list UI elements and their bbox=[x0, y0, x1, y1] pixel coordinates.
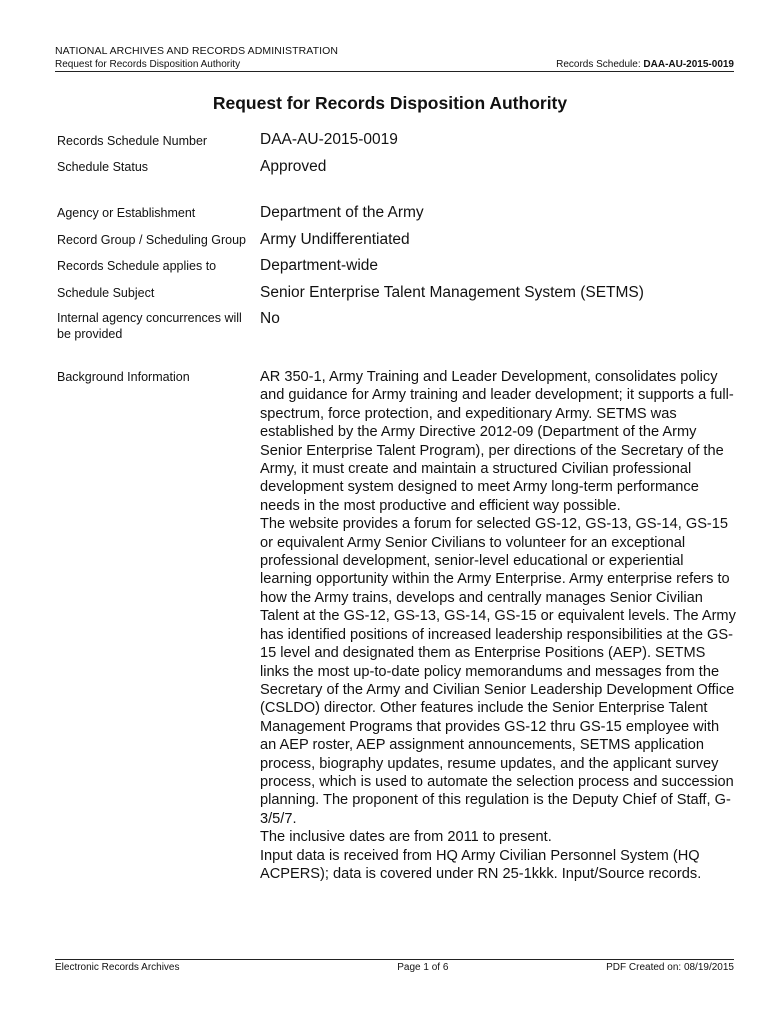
field-value-schedule-number: DAA-AU-2015-0019 bbox=[260, 131, 398, 148]
background-paragraph: AR 350-1, Army Training and Leader Development, consolidates policy and guidance for Army training and leader development; it supports a full-spectrum, force protection, and expeditionary Army. SETMS was established by the Army Directive 2012-09 (Department of the Army Senior Enterprise Talent Program), per directions of the Secretary of the Army, it must create and maintain a structured Civilian professional development system designed to meet Army long-term performance needs in the most productive and efficient way possible. bbox=[260, 369, 734, 514]
header-bar bbox=[55, 59, 734, 72]
header-schedule bbox=[556, 59, 734, 70]
background-label: Background Information bbox=[57, 370, 190, 384]
field-value-agency: Department of the Army bbox=[260, 204, 424, 221]
field-value-schedule-status: Approved bbox=[260, 158, 327, 175]
field-label-subject: Schedule Subject bbox=[57, 286, 155, 300]
field-label-concurrences: Internal agency concurrences will be provided bbox=[57, 311, 242, 341]
field-value-applies-to: Department-wide bbox=[260, 257, 379, 274]
field-value-concurrences: No bbox=[260, 310, 280, 327]
field-value-subject: Senior Enterprise Talent Management System (SETMS) bbox=[260, 284, 644, 301]
field-value-record-group: Army Undifferentiated bbox=[260, 231, 410, 248]
footer-source: Electronic Records Archives bbox=[55, 962, 180, 973]
page-title: Request for Records Disposition Authority bbox=[212, 93, 568, 113]
footer-created-date: PDF Created on: 08/19/2015 bbox=[606, 962, 734, 973]
header-subtitle: Request for Records Disposition Authority bbox=[55, 59, 241, 70]
background-paragraph: The website provides a forum for selected GS-12, GS-13, GS-14, GS-15 or equivalent Army Senior Civilians to volunteer for an exceptional professional development, senior-level educational or experiential learning opportunity within the Army Enterprise. Army enterprise refers to how the Army trains, develops and centrally manages Senior Civilian Talent at the GS-12, GS-13, GS-14, GS-15 or equivalent levels. The Army has identified positions of increased leadership responsibilities at the GS-15 level and designated them as Enterprise Positions (AEP). SETMS links the most up-to-date policy memorandums and messages from the Secretary of the Army and Civilian Senior Leadership Development Office (CSLDO) director. Other features include the Senior Enterprise Talent Management Programs that provides GS-12 thru GS-15 employee with an AEP roster, AEP assignment announcements, SETMS application process, biography updates, resume updates, and the applicant survey process, which is used to automate the selection process and succession planning. The proponent of this regulation is the Deputy Chief of Staff, G-3/5/7. bbox=[260, 516, 736, 827]
background-paragraph: Input data is received from HQ Army Civilian Personnel System (HQ ACPERS); data is covered under RN 25-1kkk. Input/Source records. bbox=[260, 847, 702, 882]
footer-page-number: Page 1 of 6 bbox=[397, 962, 449, 973]
header-schedule-label: Records Schedule: bbox=[556, 59, 641, 70]
background-paragraph: The inclusive dates are from 2011 to present. bbox=[260, 829, 552, 846]
background-text bbox=[260, 368, 738, 883]
page-footer bbox=[55, 959, 734, 973]
agency-name: NATIONAL ARCHIVES AND RECORDS ADMINISTRATION bbox=[55, 45, 339, 57]
field-label-agency: Agency or Establishment bbox=[57, 206, 196, 220]
field-label-schedule-status: Schedule Status bbox=[57, 160, 149, 174]
field-label-record-group: Record Group / Scheduling Group bbox=[57, 233, 246, 247]
field-label-schedule-number: Records Schedule Number bbox=[57, 134, 208, 148]
field-label-applies-to: Records Schedule applies to bbox=[57, 259, 217, 273]
header-schedule-number: DAA-AU-2015-0019 bbox=[643, 59, 734, 70]
